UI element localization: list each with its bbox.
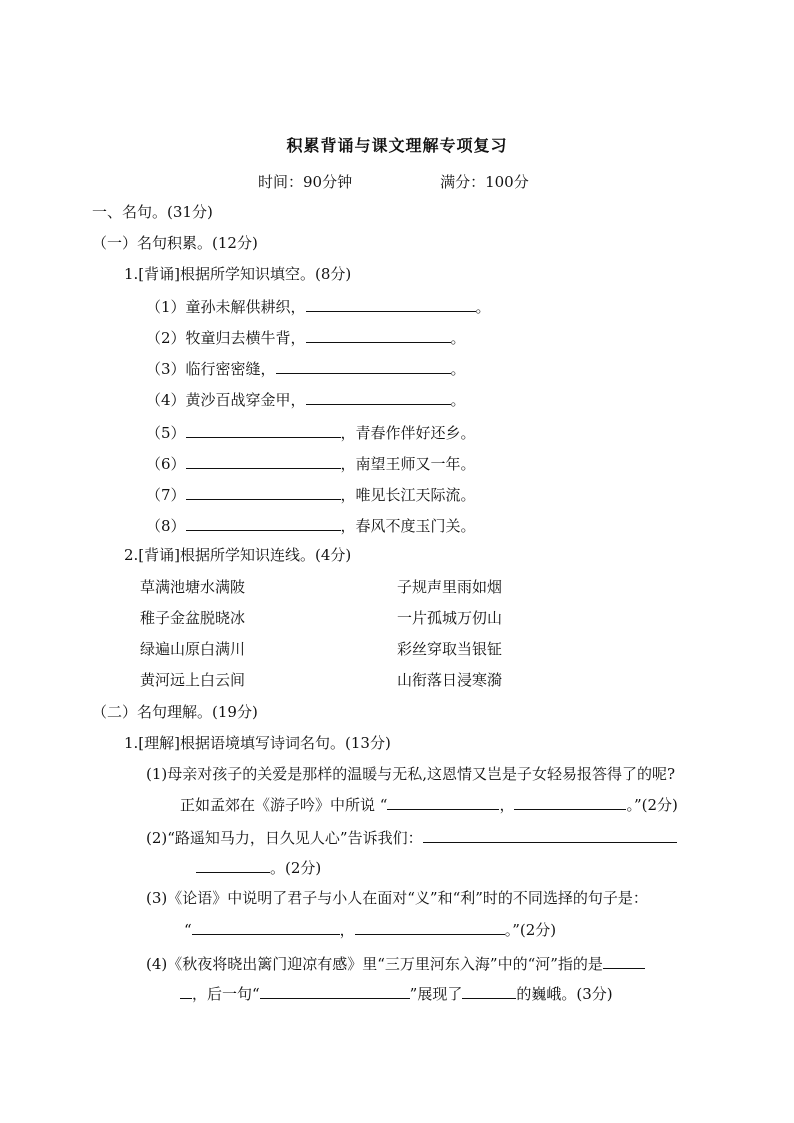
answer-blank[interactable] — [186, 484, 341, 500]
fill-item-8 — [146, 515, 476, 536]
fill-item-5 — [146, 422, 476, 443]
section-1b-heading: （二）名句理解。(19分) — [92, 703, 258, 721]
question-text: “ — [184, 921, 192, 939]
fill-item-2 — [146, 327, 466, 348]
answer-blank[interactable] — [423, 827, 677, 843]
question-2-heading: 2.[背诵]根据所学知识连线。(4分) — [124, 546, 352, 564]
fill-item-3 — [146, 358, 466, 379]
question-text: ”展现了 — [409, 985, 463, 1003]
answer-blank[interactable] — [306, 327, 451, 343]
question-text: 。”(2分) — [504, 921, 557, 939]
fill-item-text: （3）临行密密缝， — [146, 360, 276, 378]
answer-blank[interactable] — [462, 983, 516, 999]
fill-item-text: ，青春作伴好还乡。 — [340, 424, 476, 442]
fill-item-text: ，春风不度玉门关。 — [340, 517, 476, 535]
answer-blank[interactable] — [276, 358, 451, 374]
context-q4-line1 — [146, 953, 645, 974]
match-right-4[interactable]: 山衔落日浸寒漪 — [397, 671, 503, 689]
match-right-2[interactable]: 一片孤城万仞山 — [397, 609, 503, 627]
answer-blank[interactable] — [355, 919, 505, 935]
fill-item-text: （2）牧童归去横牛背， — [146, 329, 306, 347]
question-text: 。(2分) — [270, 859, 322, 877]
fill-item-7 — [146, 484, 476, 505]
question-text: ，后一句“ — [192, 985, 260, 1003]
fill-item-text: 。 — [450, 360, 466, 378]
section-1-heading: 一、名句。(31分) — [92, 203, 213, 221]
fill-item-text: 。 — [450, 329, 466, 347]
answer-blank[interactable] — [260, 983, 410, 999]
answer-blank[interactable] — [306, 389, 451, 405]
context-q1-line2 — [180, 794, 678, 815]
fill-item-text: （7） — [146, 486, 186, 504]
fill-item-text: ，南望王师又一年。 — [340, 455, 476, 473]
context-q1-line1: (1)母亲对孩子的关爱是那样的温暖与无私,这恩情又岂是子女轻易报答得了的呢? — [146, 765, 676, 783]
context-q2-line2 — [196, 857, 321, 878]
fill-item-text: （5） — [146, 424, 186, 442]
fill-item-text: 。 — [475, 298, 491, 316]
fill-item-text: ，唯见长江天际流。 — [340, 486, 476, 504]
answer-blank[interactable] — [514, 794, 626, 810]
match-left-2[interactable]: 稚子金盆脱晓冰 — [140, 609, 246, 627]
fill-item-text: （4）黄沙百战穿金甲， — [146, 391, 306, 409]
fill-item-text: （8） — [146, 517, 186, 535]
context-q2-line1 — [146, 827, 677, 848]
match-left-4[interactable]: 黄河远上白云间 — [140, 671, 246, 689]
answer-blank[interactable] — [306, 296, 476, 312]
match-left-1[interactable]: 草满池塘水满陂 — [140, 578, 246, 596]
context-q3-line1: (3)《论语》中说明了君子与小人在面对“义”和“利”时的不同选择的句子是： — [146, 889, 648, 907]
question-3-heading: 1.[理解]根据语境填写诗词名句。(13分) — [124, 734, 391, 752]
fill-item-6 — [146, 453, 476, 474]
question-text: 的巍峨。(3分) — [516, 985, 613, 1003]
fill-item-text: （6） — [146, 455, 186, 473]
answer-blank[interactable] — [180, 983, 192, 999]
context-q3-line2 — [184, 919, 556, 940]
answer-blank[interactable] — [186, 453, 341, 469]
question-text: ， — [339, 921, 355, 939]
section-1a-heading: （一）名句积累。(12分) — [92, 234, 258, 252]
question-text: (4)《秋夜将晓出篱门迎凉有感》里“三万里河东入海”中的“河”指的是 — [146, 955, 603, 973]
fill-item-text: 。 — [450, 391, 466, 409]
match-right-3[interactable]: 彩丝穿取当银钲 — [397, 640, 503, 658]
fill-item-1 — [146, 296, 491, 317]
time-limit: 时间：90分钟 — [258, 173, 353, 191]
question-text: ， — [499, 796, 515, 814]
match-right-1[interactable]: 子规声里雨如烟 — [397, 578, 503, 596]
page-title: 积累背诵与课文理解专项复习 — [286, 136, 508, 155]
fill-item-text: （1）童孙未解供耕织， — [146, 298, 306, 316]
answer-blank[interactable] — [186, 515, 341, 531]
question-1-heading: 1.[背诵]根据所学知识填空。(8分) — [124, 265, 352, 283]
question-text: (2)“路遥知马力，日久见人心”告诉我们： — [146, 829, 423, 847]
exam-meta — [258, 171, 529, 192]
match-left-3[interactable]: 绿遍山原白满川 — [140, 640, 246, 658]
answer-blank[interactable] — [603, 953, 645, 969]
answer-blank[interactable] — [192, 919, 340, 935]
question-text: 。”(2分) — [626, 796, 678, 814]
full-score: 满分：100分 — [440, 173, 529, 191]
answer-blank[interactable] — [186, 422, 341, 438]
fill-item-4 — [146, 389, 466, 410]
context-q4-line2 — [180, 983, 613, 1004]
question-text: 正如孟郊在《游子吟》中所说 “ — [180, 796, 388, 814]
answer-blank[interactable] — [387, 794, 499, 810]
answer-blank[interactable] — [196, 857, 270, 873]
